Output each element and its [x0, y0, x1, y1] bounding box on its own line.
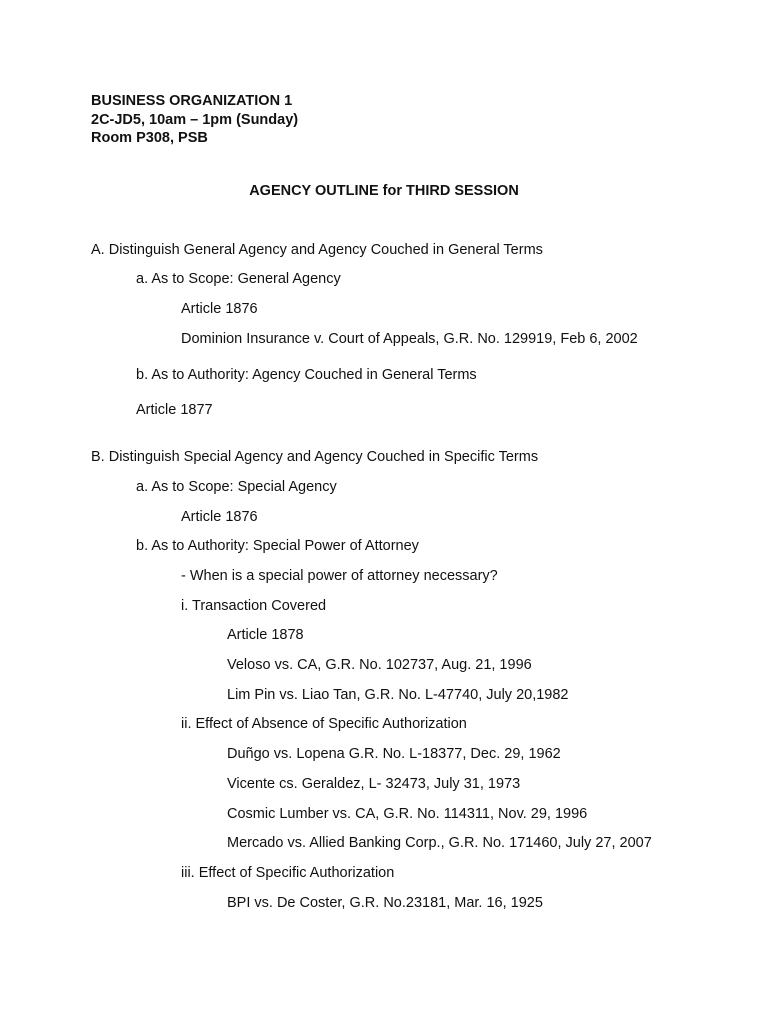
- section-a-scope-heading: a. As to Scope: General Agency: [136, 271, 341, 287]
- section-b-heading: B. Distinguish Special Agency and Agency Couched in Specific Terms: [91, 449, 539, 465]
- sub-heading-absence: ii. Effect of Absence of Specific Authorization: [181, 716, 467, 732]
- section-b-authority-heading: b. As to Authority: Special Power of Attorney: [136, 538, 419, 554]
- section-a-authority-item: Article 1877: [136, 402, 213, 418]
- room-info: Room P308, PSB: [91, 130, 208, 146]
- course-title: BUSINESS ORGANIZATION 1: [91, 93, 293, 109]
- list-item: BPI vs. De Coster, G.R. No.23181, Mar. 16, 1925: [227, 895, 543, 911]
- section-a-scope-item: Dominion Insurance v. Court of Appeals, G.R. No. 129919, Feb 6, 2002: [181, 331, 638, 347]
- list-item: Mercado vs. Allied Banking Corp., G.R. No. 171460, July 27, 2007: [227, 835, 652, 851]
- sub-heading-specific: iii. Effect of Specific Authorization: [181, 865, 395, 881]
- document-title: AGENCY OUTLINE for THIRD SESSION: [249, 183, 519, 199]
- list-item: Vicente cs. Geraldez, L- 32473, July 31, 1973: [227, 776, 521, 792]
- section-a-scope-item: Article 1876: [181, 301, 258, 317]
- section-a-authority-heading: b. As to Authority: Agency Couched in General Terms: [136, 367, 477, 383]
- list-item: Article 1878: [227, 627, 304, 643]
- class-schedule: 2C-JD5, 10am – 1pm (Sunday): [91, 112, 299, 128]
- spa-question: - When is a special power of attorney necessary?: [181, 568, 498, 584]
- section-a-heading: A. Distinguish General Agency and Agency Couched in General Terms: [91, 242, 543, 258]
- list-item: Cosmic Lumber vs. CA, G.R. No. 114311, Nov. 29, 1996: [227, 806, 588, 822]
- section-b-scope-heading: a. As to Scope: Special Agency: [136, 479, 337, 495]
- sub-heading-transaction: i. Transaction Covered: [181, 598, 327, 614]
- list-item: Lim Pin vs. Liao Tan, G.R. No. L-47740, July 20,1982: [227, 687, 569, 703]
- list-item: Veloso vs. CA, G.R. No. 102737, Aug. 21, 1996: [227, 657, 532, 673]
- list-item: Duñgo vs. Lopena G.R. No. L-18377, Dec. 29, 1962: [227, 746, 561, 762]
- section-b-scope-item: Article 1876: [181, 509, 258, 525]
